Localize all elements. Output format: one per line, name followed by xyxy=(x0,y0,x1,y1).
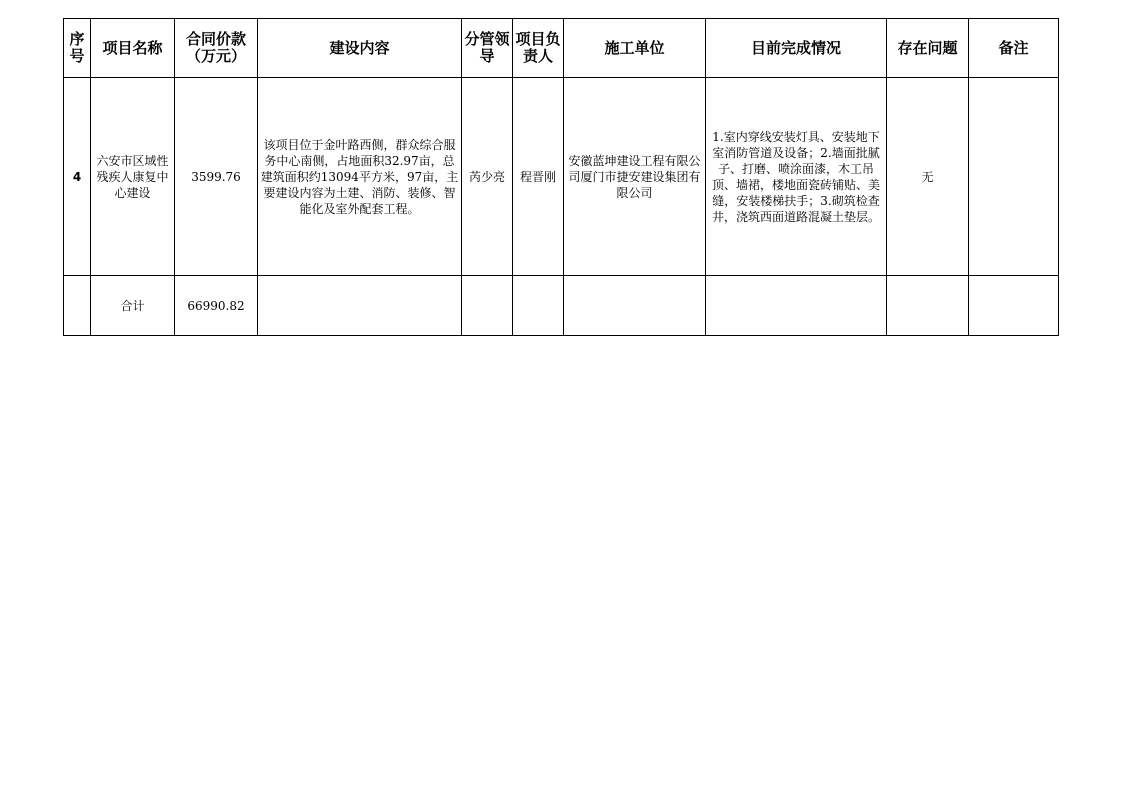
total-label: 合计 xyxy=(91,276,175,336)
header-content xyxy=(258,19,462,78)
header-contractor-label: 施工单位 xyxy=(604,38,665,57)
header-remarks-label: 备注 xyxy=(998,38,1029,57)
cell-project-name: 六安市区域性残疾人康复中心建设 xyxy=(91,78,175,276)
header-issues xyxy=(887,19,969,78)
header-contract-price-label: 合同价款（万元） xyxy=(185,30,246,65)
project-table xyxy=(63,18,1059,336)
total-seq-cell xyxy=(64,276,91,336)
header-contract-price xyxy=(175,19,258,78)
total-empty-remarks xyxy=(969,276,1059,336)
total-value: 66990.82 xyxy=(175,276,258,336)
header-manager xyxy=(513,19,564,78)
header-leader-label: 分管领导 xyxy=(464,30,510,65)
total-empty-contractor xyxy=(564,276,706,336)
total-empty-manager xyxy=(513,276,564,336)
header-project-name-label: 项目名称 xyxy=(102,38,163,57)
total-empty-progress xyxy=(706,276,887,336)
header-seq-label: 序号 xyxy=(69,30,85,65)
header-row xyxy=(64,19,1059,78)
header-seq xyxy=(64,19,91,78)
header-progress-label: 目前完成情况 xyxy=(750,38,841,57)
cell-contractor: 安徽蓝坤建设工程有限公司厦门市捷安建设集团有限公司 xyxy=(564,78,706,276)
header-progress xyxy=(706,19,887,78)
cell-content: 该项目位于金叶路西侧，群众综合服务中心南侧，占地面积32.97亩，总建筑面积约13094平方米，97亩，主要建设内容为土建、消防、装修、智能化及室外配套工程。 xyxy=(258,78,462,276)
cell-issues: 无 xyxy=(887,78,969,276)
cell-seq: 4 xyxy=(64,78,91,276)
header-issues-label: 存在问题 xyxy=(897,38,958,57)
header-manager-label: 项目负责人 xyxy=(515,30,561,65)
total-row xyxy=(64,276,1059,336)
cell-contract-price: 3599.76 xyxy=(175,78,258,276)
table-row xyxy=(64,78,1059,276)
header-leader xyxy=(462,19,513,78)
total-empty-issues xyxy=(887,276,969,336)
cell-leader: 芮少亮 xyxy=(462,78,513,276)
cell-progress: 1.室内穿线安装灯具、安装地下室消防管道及设备；2.墙面批腻子、打磨、喷涂面漆，木工吊顶、墙裙，楼地面瓷砖铺贴、美缝，安装楼梯扶手；3.砌筑检查井，浇筑西面道路混凝土垫层。 xyxy=(706,78,887,276)
header-remarks xyxy=(969,19,1059,78)
header-contractor xyxy=(564,19,706,78)
cell-manager: 程晋刚 xyxy=(513,78,564,276)
total-empty-leader xyxy=(462,276,513,336)
total-empty-content xyxy=(258,276,462,336)
header-project-name xyxy=(91,19,175,78)
cell-remarks xyxy=(969,78,1059,276)
header-content-label: 建设内容 xyxy=(329,38,390,57)
